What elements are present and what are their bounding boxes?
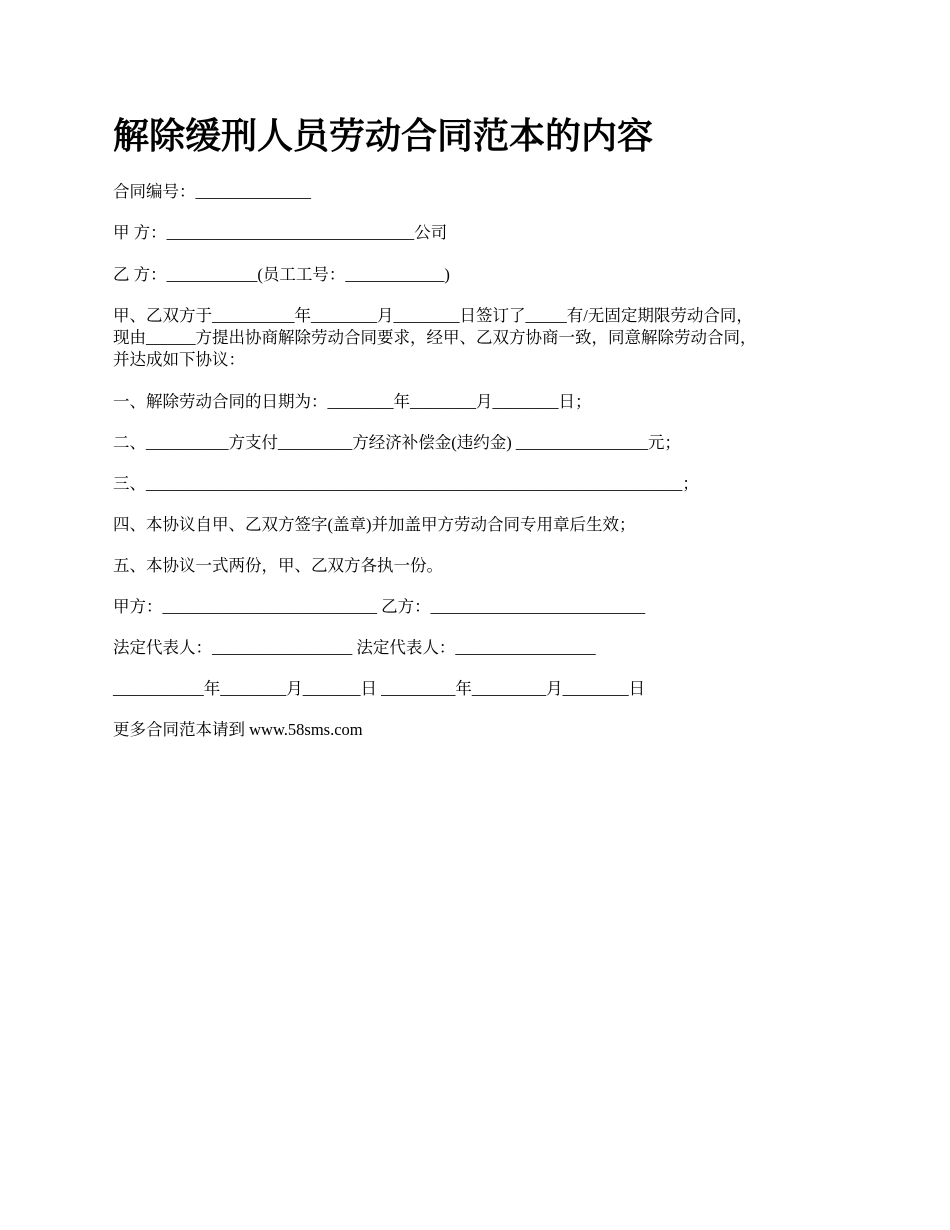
intro-line-1: 甲、乙双方于__________年________月________日签订了_____有/无固定期限劳动合同， xyxy=(113,306,753,325)
contract-number-line: 合同编号：______________ xyxy=(113,182,311,201)
intro-paragraph xyxy=(113,305,838,371)
party-a-line: 甲 方：______________________________公司 xyxy=(113,223,448,242)
clause-1: 一、解除劳动合同的日期为：________年________月________日； xyxy=(113,392,592,411)
clause-2: 二、__________方支付_________方经济补偿金(违约金) ________________元； xyxy=(113,433,681,452)
party-b-line: 乙 方：___________(员工工号：____________) xyxy=(113,265,450,284)
intro-line-3: 并达成如下协议： xyxy=(113,350,245,369)
intro-line-2: 现由______方提出协商解除劳动合同要求，经甲、乙双方协商一致，同意解除劳动合同， xyxy=(113,328,757,347)
signature-line: 甲方：__________________________ 乙方：__________________________ xyxy=(113,597,646,616)
footer-link-text: 更多合同范本请到 www.58sms.com xyxy=(113,720,363,739)
date-line: ___________年________月_______日 _________年_________月________日 xyxy=(113,679,646,698)
clause-3: 三、_________________________________________________________________； xyxy=(113,474,699,493)
representative-line: 法定代表人：_________________ 法定代表人：_________________ xyxy=(113,638,596,657)
clause-5: 五、本协议一式两份，甲、乙双方各执一份。 xyxy=(113,556,443,575)
document-title: 解除缓刑人员劳动合同范本的内容 xyxy=(113,115,654,157)
clause-4: 四、本协议自甲、乙双方签字(盖章)并加盖甲方劳动合同专用章后生效； xyxy=(113,515,636,534)
